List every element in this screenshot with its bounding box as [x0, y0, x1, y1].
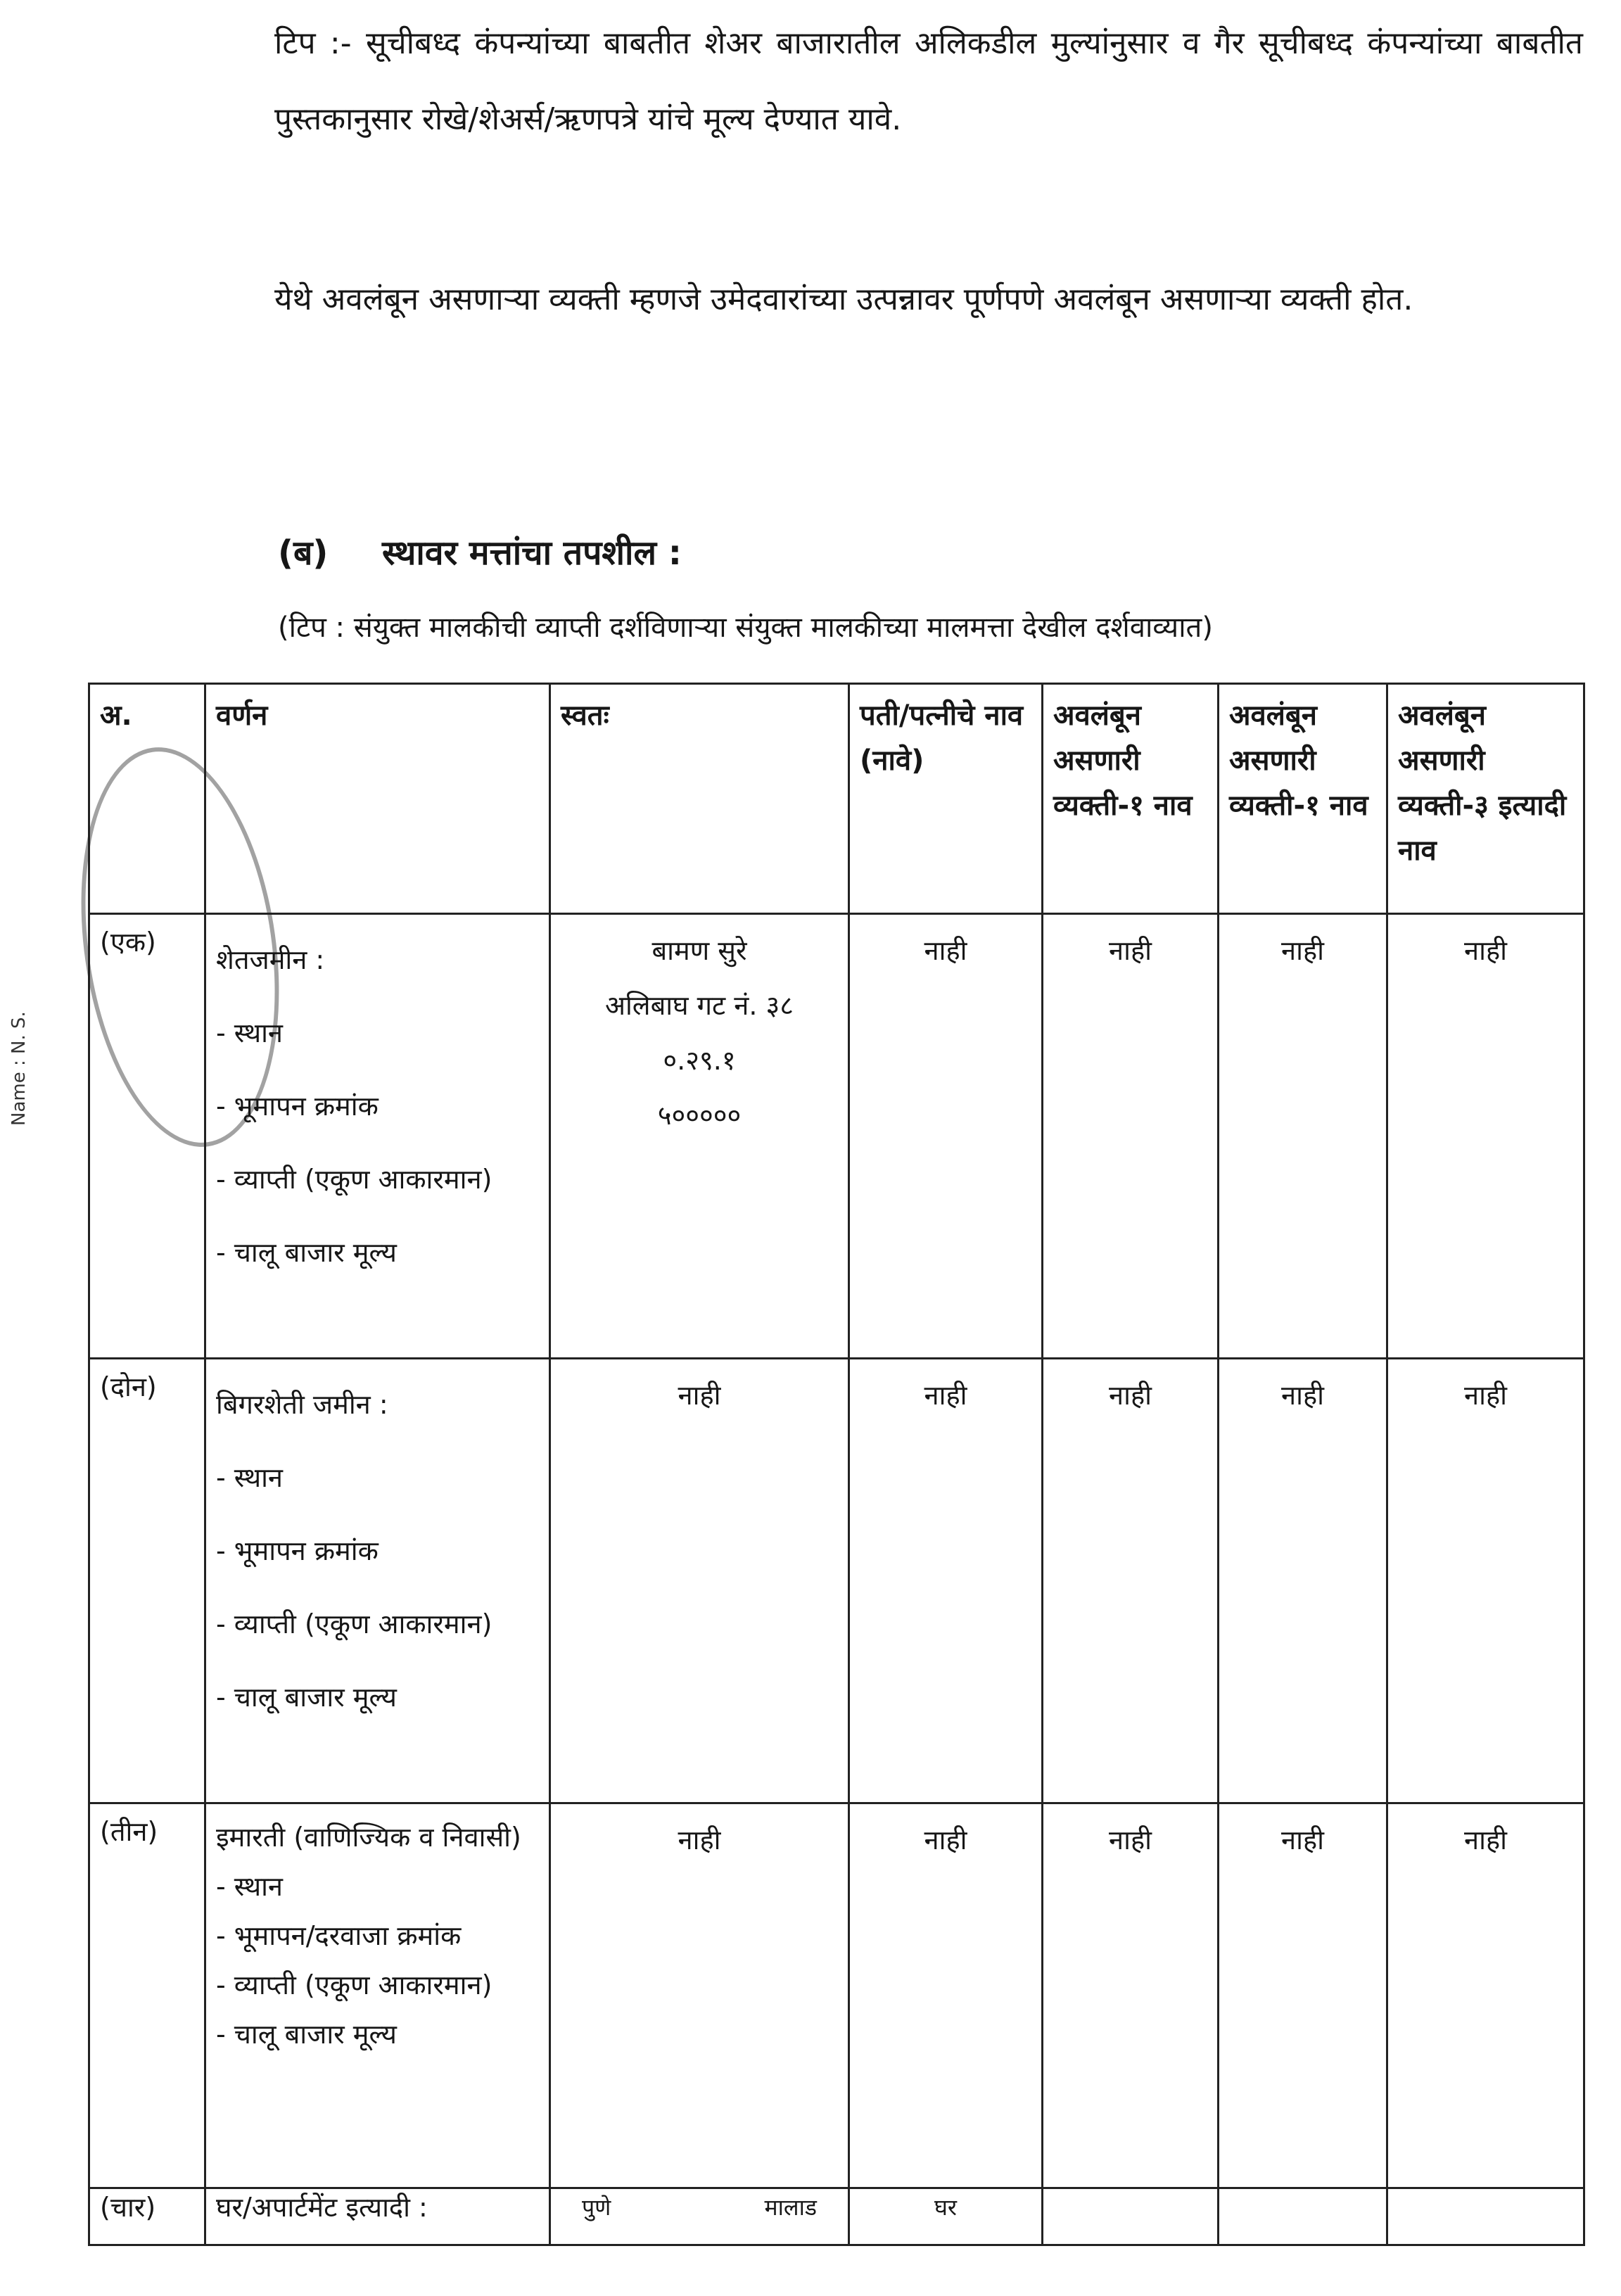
desc-line: - चालू बाजार मूल्य [216, 1237, 397, 1268]
header-description: वर्णन [205, 684, 550, 914]
margin-name-stamp: Name : N. S. [8, 1011, 30, 1126]
desc-line: - भूमापन क्रमांक [216, 1091, 379, 1122]
desc-line: बिगरशेती जमीन : [216, 1389, 388, 1420]
section-heading [278, 529, 682, 575]
desc-line: - स्थान [216, 1462, 284, 1493]
table-row-house-apartment [89, 2188, 1584, 2245]
header-dependent-1: अवलंबून असणारी व्यक्ती-१ नाव [1043, 684, 1219, 914]
dependent-1-value: नाही [1043, 914, 1219, 1359]
header-dependent-3: अवलंबून असणारी व्यक्ती-३ इत्यादी नाव [1387, 684, 1584, 914]
spouse-value: नाही [849, 1803, 1043, 2188]
dependent-2-value [1219, 2188, 1387, 2245]
dependent-1-value: नाही [1043, 1359, 1219, 1803]
header-spouse: पती/पत्नीचे नाव (नावे) [849, 684, 1043, 914]
dependent-3-value [1387, 2188, 1584, 2245]
dependent-3-value: नाही [1387, 914, 1584, 1359]
table-header-row [89, 684, 1584, 914]
desc-line: - स्थान [216, 1871, 284, 1902]
row-serial: (तीन) [89, 1803, 205, 2188]
row-serial: (दोन) [89, 1359, 205, 1803]
dependent-3-value: नाही [1387, 1803, 1584, 2188]
dependent-3-value: नाही [1387, 1359, 1584, 1803]
dependents-definition-note: येथे अवलंबून असणाऱ्या व्यक्ती म्हणजे उमेदवारांच्या उत्पन्नावर पूर्णपणे अवलंबून असणाऱ्या व्यक्ती होत. [274, 281, 1413, 317]
row-serial: (चार) [89, 2188, 205, 2245]
table-row-agricultural-land [89, 914, 1584, 1359]
desc-line: इमारती (वाणिज्यिक व निवासी) [216, 1822, 521, 1853]
dependent-1-value: नाही [1043, 1803, 1219, 2188]
self-survey-number: अलिबाघ गट नं. ३८ [604, 990, 794, 1021]
desc-line: - व्याप्ती (एकूण आकारमान) [216, 1970, 492, 2000]
desc-line: - स्थान [216, 1017, 284, 1048]
spouse-value: घर [849, 2188, 1043, 2245]
self-area: मालाड [764, 2194, 817, 2221]
section-label: (ब) [278, 533, 329, 573]
self-area: ०.२९.१ [663, 1045, 736, 1076]
row-description [205, 1803, 550, 2188]
row-description: घर/अपार्टमेंट इत्यादी : [205, 2188, 550, 2245]
dependent-1-value [1043, 2188, 1219, 2245]
self-value: नाही [550, 1359, 849, 1803]
row-serial: (एक) [89, 914, 205, 1359]
desc-line: - व्याप्ती (एकूण आकारमान) [216, 1164, 492, 1195]
desc-line: - चालू बाजार मूल्य [216, 2019, 397, 2050]
immovable-assets-table [88, 683, 1585, 2246]
spouse-value: नाही [849, 1359, 1043, 1803]
dependent-2-value: नाही [1219, 1803, 1387, 2188]
table-row-non-agricultural-land [89, 1359, 1584, 1803]
dependent-2-value: नाही [1219, 914, 1387, 1359]
header-self: स्वतः [550, 684, 849, 914]
table-row-buildings [89, 1803, 1584, 2188]
row-description [205, 1359, 550, 1803]
section-subnote: (टिप : संयुक्त मालकीची व्याप्ती दर्शविणाऱ्या संयुक्त मालकीच्या मालमत्ता देखील दर्शवाव्यात) [278, 611, 1213, 644]
header-dependent-2: अवलंबून असणारी व्यक्ती-१ नाव [1219, 684, 1387, 914]
self-location: पुणे [582, 2194, 611, 2221]
desc-line: - भूमापन/दरवाजा क्रमांक [216, 1920, 462, 1951]
desc-line: - व्याप्ती (एकूण आकारमान) [216, 1609, 492, 1639]
self-value [550, 2188, 849, 2245]
dependent-2-value: नाही [1219, 1359, 1387, 1803]
shares-valuation-note: टिप :- सूचीबध्द कंपन्यांच्या बाबतीत शेअर बाजारातील अलिकडील मुल्यांनुसार व गैर सूचीबध्द कंपन्यांच्या बाबतीत पुस्तकानुसार रोखे/शेअर्स/ऋणपत्रे यांचे मूल्य देण्यात यावे. [274, 25, 1583, 137]
self-location: बामण सुरे [651, 935, 747, 966]
header-serial: अ. [89, 684, 205, 914]
self-market-value: ५००००० [657, 1100, 742, 1131]
self-value [550, 914, 849, 1359]
desc-line: शेतजमीन : [216, 944, 325, 975]
spouse-value: नाही [849, 914, 1043, 1359]
desc-line: - भूमापन क्रमांक [216, 1535, 379, 1566]
desc-line: - चालू बाजार मूल्य [216, 1682, 397, 1713]
row-description [205, 914, 550, 1359]
section-title: स्थावर मत्तांचा तपशील : [382, 533, 682, 573]
self-value: नाही [550, 1803, 849, 2188]
